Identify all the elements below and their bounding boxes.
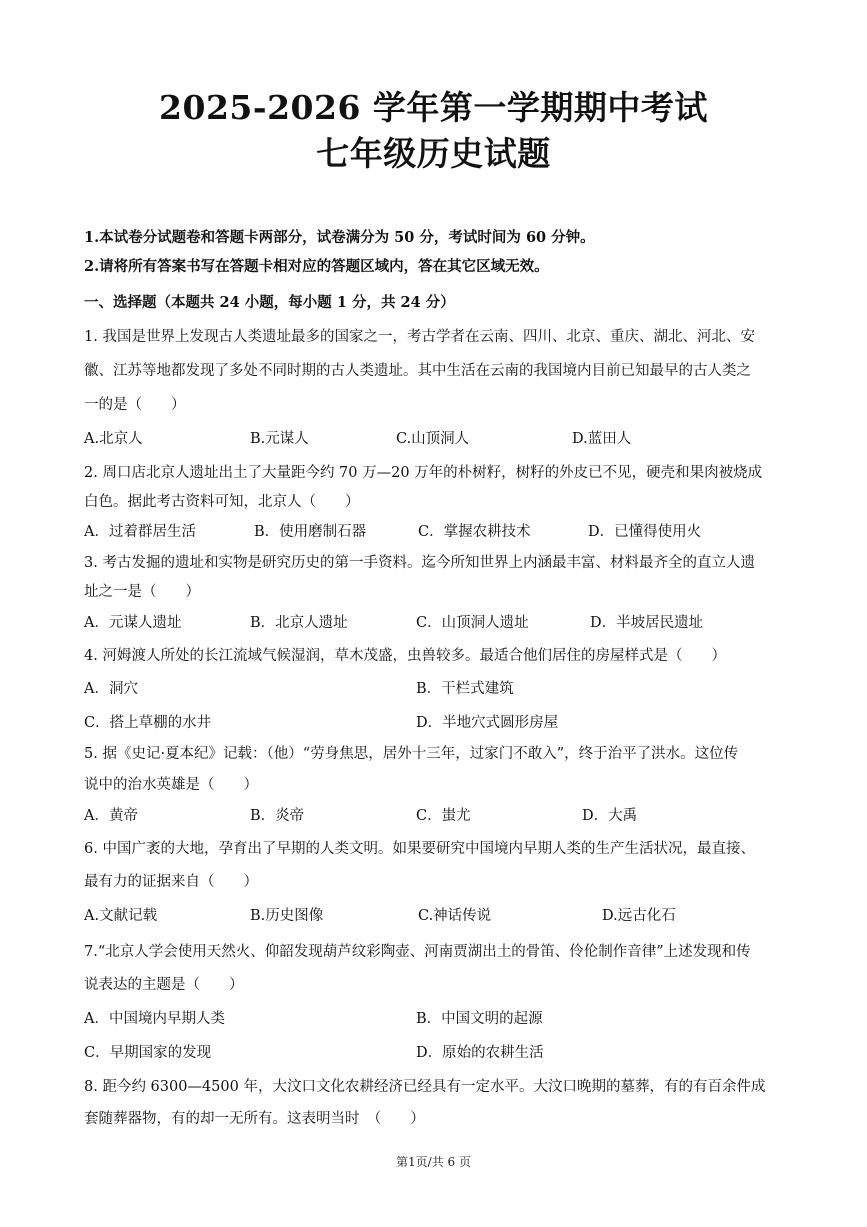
- question-7-option-b: B．中国文明的起源: [416, 1011, 543, 1027]
- question-6-option-d: D.远古化石: [602, 908, 676, 924]
- question-2-option-b: B．使用磨制石器: [254, 524, 367, 540]
- exam-title: 2025-2026 学年第一学期期中考试: [159, 88, 708, 127]
- question-6-option-c: C.神话传说: [418, 908, 492, 924]
- question-6-line-1: 6. 中国广袤的大地，孕育出了早期的人类文明。如果要研究中国境内早期人类的生产生活状况，最直接、: [84, 841, 755, 857]
- question-1-option-a: A.北京人: [84, 431, 143, 447]
- question-2-line-1: 2. 周口店北京人遗址出土了大量距今约 70 万—20 万年的朴树籽，树籽的外皮已不见，硬壳和果肉被烧成: [84, 465, 763, 481]
- question-3-line-1: 3. 考古发掘的遗址和实物是研究历史的第一手资料。迄今所知世界上内涵最丰富、材料最齐全的直立人遗: [84, 555, 755, 571]
- question-7-option-a: A．中国境内早期人类: [84, 1011, 225, 1027]
- instruction-1: 1.本试卷分试题卷和答题卡两部分，试卷满分为 50 分，考试时间为 60 分钟。: [84, 229, 595, 246]
- question-6-option-a: A.文献记载: [84, 908, 158, 924]
- section-title: 一、选择题（本题共 24 小题，每小题 1 分，共 24 分）: [84, 294, 455, 311]
- question-7-line-1: 7.“北京人学会使用天然火、仰韶发现葫芦纹彩陶壶、河南贾湖出土的骨笛、伶伦制作音律”上述发现和传: [84, 944, 751, 960]
- question-2-option-a: A．过着群居生活: [84, 524, 196, 540]
- question-3-option-b: B．北京人遗址: [250, 615, 348, 631]
- instruction-2: 2.请将所有答案书写在答题卡相对应的答题区域内，答在其它区域无效。: [84, 258, 549, 275]
- question-2-option-d: D．已懂得使用火: [588, 524, 702, 540]
- question-5-option-b: B．炎帝: [250, 808, 305, 824]
- question-4-option-b: B．干栏式建筑: [416, 681, 514, 697]
- question-1-option-d: D.蓝田人: [572, 431, 632, 447]
- question-1-option-b: B.元谋人: [250, 431, 309, 447]
- question-4-line-1: 4. 河姆渡人所处的长江流域气候湿润，草木茂盛，虫兽较多。最适合他们居住的房屋样式是（ ）: [84, 648, 726, 664]
- page-footer: 第1页/共 6 页: [396, 1155, 471, 1169]
- question-8-line-1: 8. 距今约 6300—4500 年，大汶口文化农耕经济已经具有一定水平。大汶口晚期的墓葬，有的有百余件成: [84, 1079, 766, 1095]
- question-5-option-a: A．黄帝: [84, 808, 138, 824]
- question-3-line-2: 址之一是（ ）: [84, 584, 200, 600]
- question-4-option-d: D．半地穴式圆形房屋: [416, 715, 559, 731]
- question-1-line-2: 徽、江苏等地都发现了多处不同时期的古人类遗址。其中生活在云南的我国境内目前已知最早的古人类之: [84, 363, 751, 379]
- question-5-option-d: D．大禹: [582, 808, 638, 824]
- question-7-line-2: 说表达的主题是（ ）: [84, 977, 244, 993]
- question-6-option-b: B.历史图像: [250, 908, 324, 924]
- question-3-option-d: D．半坡居民遗址: [590, 615, 704, 631]
- question-7-option-d: D．原始的农耕生活: [416, 1045, 544, 1061]
- question-5-line-1: 5. 据《史记·夏本纪》记载：（他）“劳身焦思，居外十三年，过家门不敢入”，终于治平了洪水。这位传: [84, 746, 739, 762]
- question-1-line-1: 1. 我国是世界上发现古人类遗址最多的国家之一，考古学者在云南、四川、北京、重庆、湖北、河北、安: [84, 329, 755, 345]
- question-6-line-2: 最有力的证据来自（ ）: [84, 874, 258, 890]
- question-3-option-a: A．元谋人遗址: [84, 615, 182, 631]
- question-7-option-c: C．早期国家的发现: [84, 1045, 212, 1061]
- question-5-option-c: C．蚩尤: [416, 808, 471, 824]
- exam-subtitle: 七年级历史试题: [316, 134, 551, 173]
- question-1-line-3: 一的是（ ）: [84, 397, 186, 413]
- question-3-option-c: C．山顶洞人遗址: [416, 615, 529, 631]
- question-2-line-2: 白色。据此考古资料可知，北京人（ ）: [84, 494, 360, 510]
- question-8-line-2: 套随葬器物，有的却一无所有。这表明当时 （ ）: [84, 1111, 425, 1127]
- question-4-option-a: A．洞穴: [84, 681, 138, 697]
- question-2-option-c: C．掌握农耕技术: [418, 524, 531, 540]
- question-5-line-2: 说中的治水英雄是（ ）: [84, 777, 258, 793]
- question-4-option-c: C．搭上草棚的水井: [84, 715, 212, 731]
- question-1-option-c: C.山顶洞人: [396, 431, 470, 447]
